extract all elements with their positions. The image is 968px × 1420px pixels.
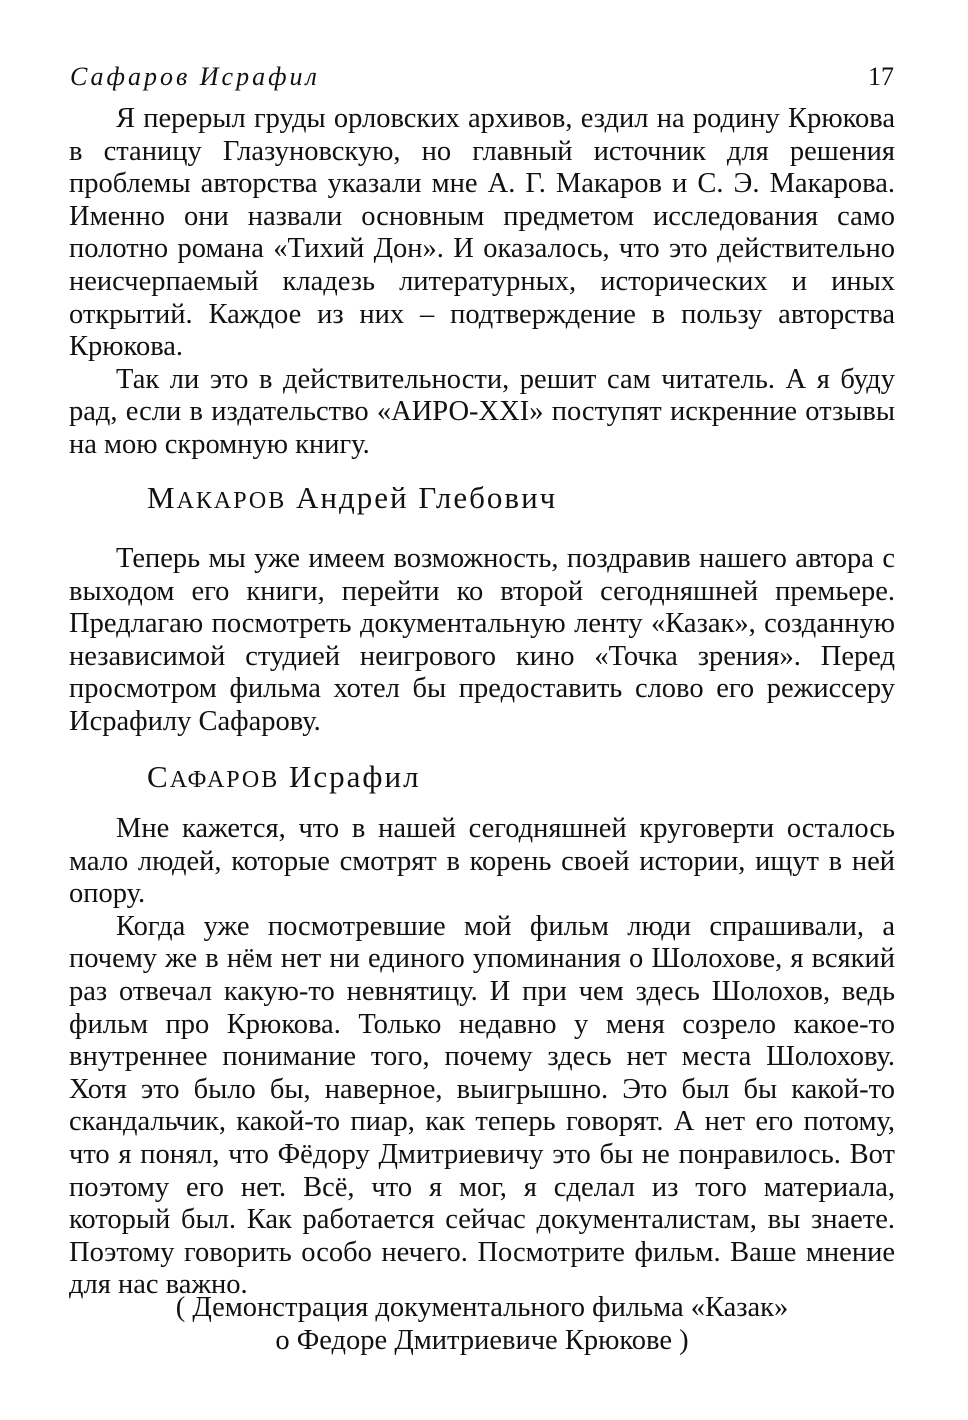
speaker-given-names: Андрей Глебович <box>295 480 558 515</box>
paragraph: Когда уже посмотревшие мой фильм люди спрашивали, а почему же в нём нет ни единого упоминания о Шолохове, я всякий раз отвечал какую-то невнятицу. И при чем здесь Шолохов, ведь фильм про Крюкова. Только недавно у меня созрело какое-то внутреннее понимание того, почему здесь нет места Шолохову. Хотя это было бы, наверное, выигрышно. Это был бы какой-то скандальчик, какой-то пиар, как теперь говорят. А нет его потому, что я понял, что Фёдору Дмитриевичу это бы не понравилось. Вот поэтому его нет. Всё, что я мог, я сделал из того материала, который был. Как работается сейчас документалистам, вы знаете. Поэтому говорить особо нечего. Посмотрите фильм. Ваше мнение для нас важно. <box>69 910 895 1301</box>
stage-direction <box>69 1291 895 1357</box>
speaker-initial: С <box>147 759 170 794</box>
paragraph: Мне кажется, что в нашей сегодняшней круговерти осталось мало людей, которые смотрят в корень своей истории, ищут в ней опору. <box>69 813 895 910</box>
speaker-initial: М <box>147 480 177 515</box>
paragraph: Так ли это в действительности, решит сам читатель. А я буду рад, если в издательство «АИРО-XXI» поступят искренние отзывы на мою скромную книгу. <box>69 363 895 460</box>
stage-direction-line: о Федоре Дмитриевиче Крюкове ) <box>275 1325 689 1356</box>
speaker-surname-rest: АКАРОВ <box>176 488 287 514</box>
stage-direction-line: ( Демонстрация документального фильма «Казак» <box>175 1292 789 1323</box>
page-number: 17 <box>868 62 894 91</box>
running-head: Сафаров Исрафил <box>70 62 320 91</box>
section-makarov-speech <box>69 543 895 739</box>
section-safarov-intro <box>69 103 895 462</box>
paragraph: Теперь мы уже имеем возможность, поздравив нашего автора с выходом его книги, перейти ко второй сегодняшней премьере. Предлагаю посмотреть документальную ленту «Казак», созданную независимой студией неигрового кино «Точка зрения». Перед просмотром фильма хотел бы предоставить слово его режиссеру Исрафилу Сафарову. <box>69 543 895 737</box>
speaker-heading-safarov <box>147 759 421 798</box>
speaker-surname-rest: АФАРОВ <box>169 767 280 793</box>
speaker-given-names: Исрафил <box>289 759 421 794</box>
paragraph: Я перерыл груды орловских архивов, ездил на родину Крюкова в станицу Глазуновскую, но главный источник для решения проблемы авторства указали мне А. Г. Макаров и С. Э. Макарова. Именно они назвали основным предметом исследования само полотно романа «Тихий Дон». И оказалось, что это действительно неисчерпаемый кладезь литературных, исторических и иных открытий. Каждое из них – подтверждение в пользу авторства Крюкова. <box>69 103 895 363</box>
speaker-heading-makarov <box>147 480 557 519</box>
section-safarov-speech <box>69 813 895 1302</box>
